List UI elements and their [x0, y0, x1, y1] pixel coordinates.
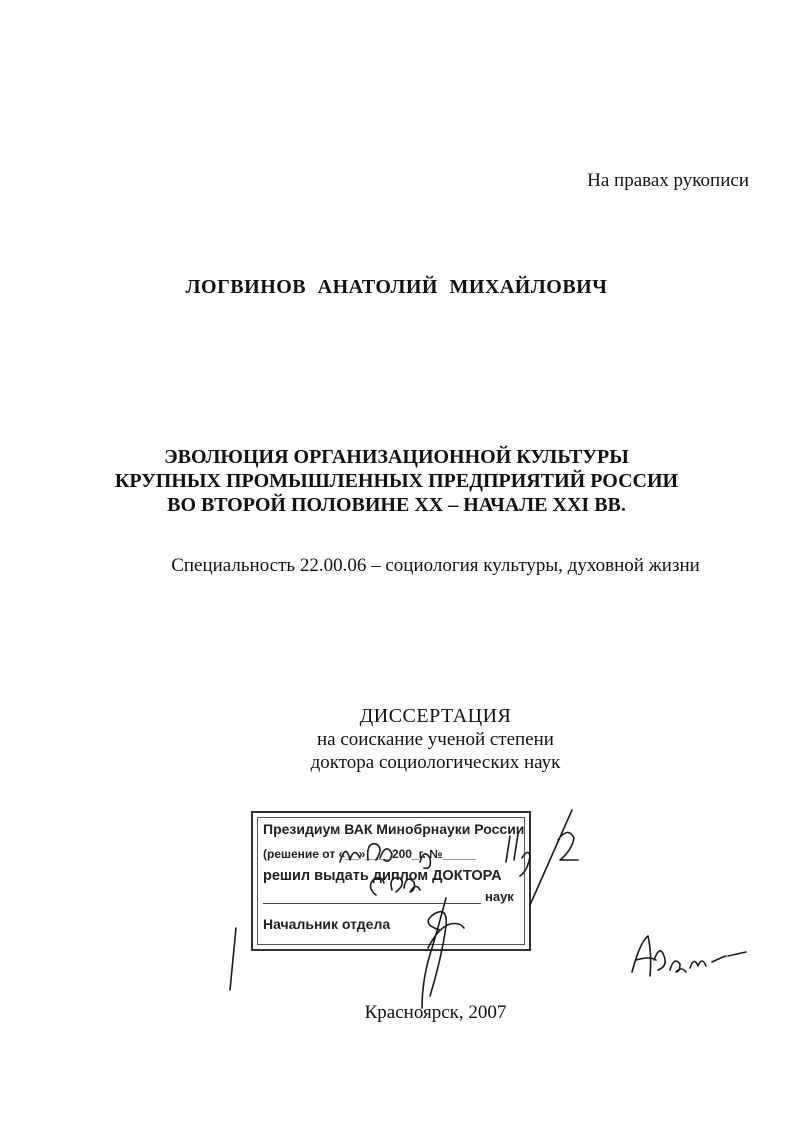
rights-note: На правах рукописи — [587, 170, 749, 191]
handwritten-number — [506, 834, 530, 876]
handwritten-date — [340, 844, 430, 868]
stamp-line-4: наук — [485, 889, 514, 904]
stamp-signature — [422, 898, 464, 1008]
margin-stroke — [230, 928, 236, 990]
degree-line-3: доктора социологических наук — [310, 752, 561, 773]
stamp-line-5: Начальник отдела — [263, 916, 391, 932]
handwritten-slash-two — [530, 810, 578, 905]
degree-line-2: на соискание ученой степени — [317, 729, 554, 750]
specialty: Специальность 22.00.06 – социология культуры, духовной жизни — [171, 555, 700, 576]
author-name: ЛОГВИНОВ АНАТОЛИЙ МИХАЙЛОВИЧ — [185, 276, 608, 298]
city-year: Красноярск, 2007 — [364, 1002, 507, 1023]
stamp-line-2: (решение от «__»____200_г. №_____ — [263, 847, 476, 861]
title-line-2: КРУПНЫХ ПРОМЫШЛЕННЫХ ПРЕДПРИЯТИЙ РОССИИ — [114, 470, 679, 492]
title-line-3: ВО ВТОРОЙ ПОЛОВИНЕ XX – НАЧАЛЕ XXI ВВ. — [167, 494, 626, 516]
handwritten-signature — [632, 936, 746, 976]
document-type: ДИССЕРТАЦИЯ — [359, 705, 512, 727]
handwritten-soc — [370, 878, 420, 895]
stamp-line-3: решил выдать диплом ДОКТОРА — [263, 868, 502, 884]
title-line-1: ЭВОЛЮЦИЯ ОРГАНИЗАЦИОННОЙ КУЛЬТУРЫ — [164, 446, 629, 468]
stamp-line-1: Президиум ВАК Минобрнауки России — [263, 821, 525, 837]
